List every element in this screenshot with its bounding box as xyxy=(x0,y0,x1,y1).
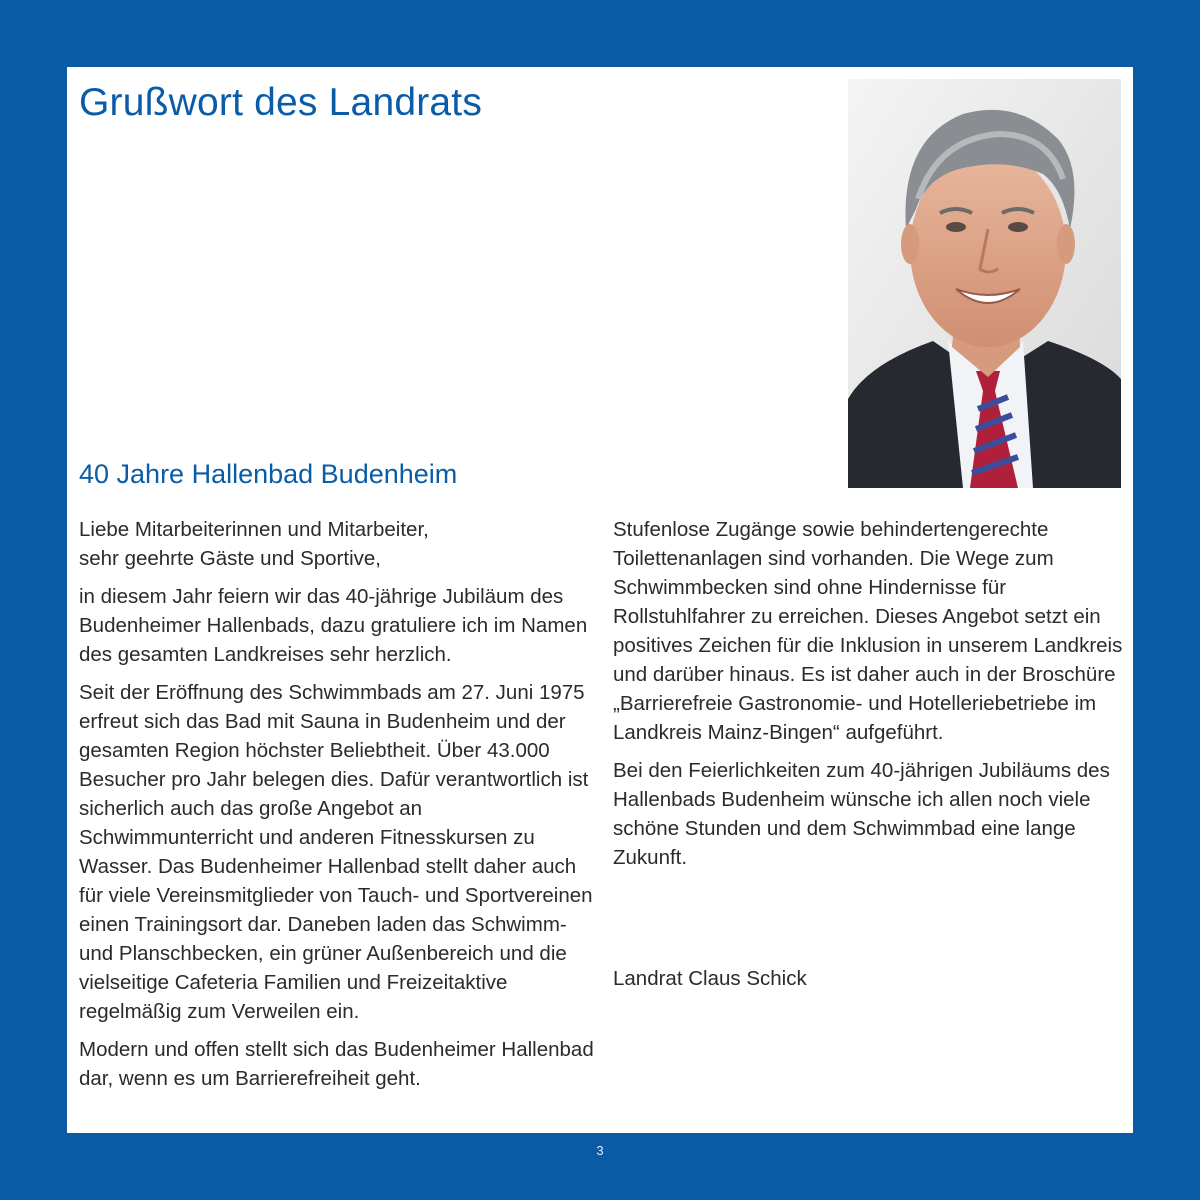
signature: Landrat Claus Schick xyxy=(613,967,807,990)
page-number: 3 xyxy=(596,1143,604,1158)
page-title: Grußwort des Landrats xyxy=(79,81,483,124)
paragraph-1: in diesem Jahr feiern wir das 40-jährige Jubiläum des Budenheimer Hallenbads, dazu gratuliere ich im Namen des gesamten Landkreises sehr herzlich. xyxy=(79,585,588,666)
section-subtitle: 40 Jahre Hallenbad Budenheim xyxy=(79,459,458,489)
letter-column-left xyxy=(79,515,599,1102)
salutation xyxy=(79,515,599,573)
paragraph-5: Bei den Feierlichkeiten zum 40-jährigen Jubiläums des Hallenbads Budenheim wünsche ich allen noch viele schöne Stunden und dem Schwimmbad eine lange Zukunft. xyxy=(613,759,1110,869)
salutation-line-1: Liebe Mitarbeiterinnen und Mitarbeiter, xyxy=(79,518,429,541)
paragraph-4: Stufenlose Zugänge sowie behindertengerechte Toilettenanlagen sind vorhanden. Die Wege zum Schwimmbecken sind ohne Hindernisse für Rollstuhlfahrer zu erreichen. Dieses Angebot setzt ein positives Zeichen für die Inklusion in unserem Landkreis und darüber hinaus. Es ist daher auch in der Broschüre „Barrierefreie Gastronomie- und Hotelleriebetriebe im Landkreis Mainz-Bingen“ aufgeführt. xyxy=(613,518,1123,744)
portrait-photo xyxy=(848,79,1121,488)
page-panel xyxy=(67,67,1133,1133)
salutation-line-2: sehr geehrte Gäste und Sportive, xyxy=(79,547,381,570)
paragraph-3: Modern und offen stellt sich das Budenheimer Hallenbad dar, wenn es um Barrierefreiheit geht. xyxy=(79,1038,594,1090)
paragraph-2: Seit der Eröffnung des Schwimmbads am 27. Juni 1975 erfreut sich das Bad mit Sauna in Budenheim und der gesamten Region höchster Beliebtheit. Über 43.000 Besucher pro Jahr belegen dies. Dafür verantwortlich ist sicherlich auch das große Angebot an Schwimmunterricht und anderen Fitnesskursen zu Wasser. Das Budenheimer Hallenbad stellt daher auch für viele Vereinsmitglieder von Tauch- und Sportvereinen einen Trainingsort dar. Daneben laden das Schwimm- und Planschbecken, ein grüner Außenbereich und die vielseitige Cafeteria Familien und Freizeitaktive regelmäßig zum Verweilen ein. xyxy=(79,681,593,1023)
letter-column-right xyxy=(613,515,1133,881)
portrait-icon xyxy=(848,79,1121,488)
